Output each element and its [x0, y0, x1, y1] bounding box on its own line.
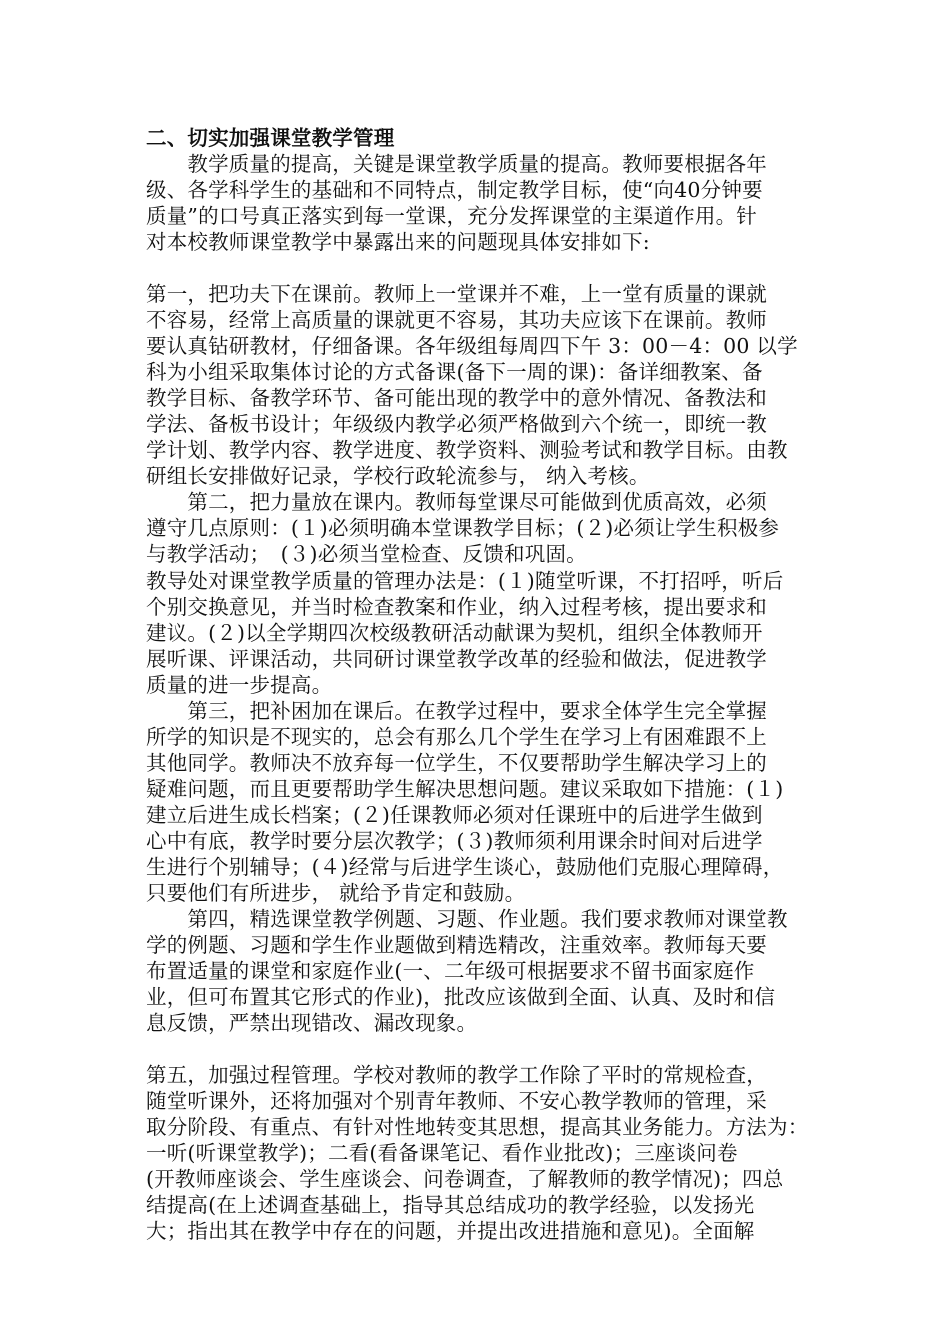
paragraph-line: 结提高(在上述调查基础上，指导其总结成功的教学经验，以发扬光: [146, 1193, 755, 1217]
paragraph-line: 质量的进一步提高。: [146, 673, 333, 697]
paragraph-line: 第五，加强过程管理。学校对教师的教学工作除了平时的常规检查，: [146, 1063, 767, 1087]
paragraph-line: 遵守几点原则：(１)必须明确本堂课教学目标；(２)必须让学生积极参: [146, 516, 780, 540]
paragraph-line: 建立后进生成长档案；(２)任课教师必须对任课班中的后进学生做到: [146, 803, 763, 827]
paragraph-line: 教导处对课堂教学质量的管理办法是：(１)随堂听课，不打招呼，听后: [146, 569, 784, 593]
paragraph-line: 布置适量的课堂和家庭作业(一、二年级可根据要求不留书面家庭作: [146, 959, 755, 983]
paragraph-line: 质量”的口号真正落实到每一堂课，充分发挥课堂的主渠道作用。针: [146, 204, 757, 228]
paragraph-line: 大；指出其在教学中存在的问题，并提出改进措施和意见)。全面解: [146, 1219, 755, 1243]
paragraph-line: 心中有底，教学时要分层次教学；(３)教师须利用课余时间对后进学: [146, 829, 763, 853]
paragraph-line: 所学的知识是不现实的，总会有那么几个学生在学习上有困难跟不上: [146, 725, 767, 749]
paragraph-line: (开教师座谈会、学生座谈会、问卷调查，了解教师的教学情况)；四总: [146, 1167, 784, 1191]
paragraph-line: 不容易，经常上高质量的课就更不容易，其功夫应该下在课前。教师: [146, 308, 767, 332]
paragraph-line: 息反馈，严禁出现错改、漏改现象。: [146, 1011, 478, 1035]
paragraph-line: 第二，把力量放在课内。教师每堂课尽可能做到优质高效，必须: [146, 490, 767, 514]
paragraph-line: 第三，把补困加在课后。在教学过程中，要求全体学生完全掌握: [146, 699, 767, 723]
paragraph-line: 疑难问题，而且更要帮助学生解决思想问题。建议采取如下措施：(１): [146, 777, 784, 801]
paragraph-line: 一听(听课堂教学)；二看(看备课笔记、看作业批改)；三座谈问卷: [146, 1141, 738, 1165]
paragraph-line: 生进行个别辅导；(４)经常与后进学生谈心，鼓励他们克服心理障碍，: [146, 855, 784, 879]
paragraph-line: 教学目标、备教学环节、备可能出现的教学中的意外情况、备教法和: [146, 386, 767, 410]
section-heading: 二、切实加强课堂教学管理: [146, 126, 395, 150]
paragraph-line: 与教学活动； (３)必须当堂检查、反馈和巩固。: [146, 542, 587, 566]
paragraph-line: 第四，精选课堂教学例题、习题、作业题。我们要求教师对课堂教: [146, 907, 788, 931]
paragraph-line: 教学质量的提高，关键是课堂教学质量的提高。教师要根据各年: [146, 152, 767, 176]
paragraph-line: 其他同学。教师决不放弃每一位学生，不仅要帮助学生解决学习上的: [146, 751, 767, 775]
paragraph-line: 对本校教师课堂教学中暴露出来的问题现具体安排如下:: [146, 230, 650, 254]
paragraph-line: 要认真钻研教材，仔细备课。各年级组每周四下午 3：00－4：00 以学: [146, 334, 798, 358]
paragraph-line: 取分阶段、有重点、有针对性地转变其思想，提高其业务能力。方法为：: [146, 1115, 809, 1139]
paragraph-line: 个别交换意见，并当时检查教案和作业，纳入过程考核，提出要求和: [146, 595, 767, 619]
paragraph-line: 学的例题、习题和学生作业题做到精选精改，注重效率。教师每天要: [146, 933, 767, 957]
paragraph-line: 建议。(２)以全学期四次校级教研活动献课为契机，组织全体教师开: [146, 621, 763, 645]
paragraph-line: 随堂听课外，还将加强对个别青年教师、不安心教学教师的管理，采: [146, 1089, 767, 1113]
paragraph-line: 学计划、教学内容、教学进度、教学资料、测验考试和教学目标。由教: [146, 438, 788, 462]
paragraph-line: 科为小组采取集体讨论的方式备课(备下一周的课)：备详细教案、备: [146, 360, 763, 384]
paragraph-line: 只要他们有所进步， 就给予肯定和鼓励。: [146, 881, 526, 905]
paragraph-line: 展听课、评课活动，共同研讨课堂教学改革的经验和做法，促进教学: [146, 647, 767, 671]
paragraph-line: 级、各学科学生的基础和不同特点，制定教学目标，使“向40分钟要: [146, 178, 763, 202]
paragraph-line: 业，但可布置其它形式的作业)，批改应该做到全面、认真、及时和信: [146, 985, 776, 1009]
paragraph-line: 学法、备板书设计；年级级内教学必须严格做到六个统一，即统一教: [146, 412, 767, 436]
paragraph-line: 第一，把功夫下在课前。教师上一堂课并不难，上一堂有质量的课就: [146, 282, 767, 306]
paragraph-line: 研组长安排做好记录，学校行政轮流参与， 纳入考核。: [146, 464, 650, 488]
